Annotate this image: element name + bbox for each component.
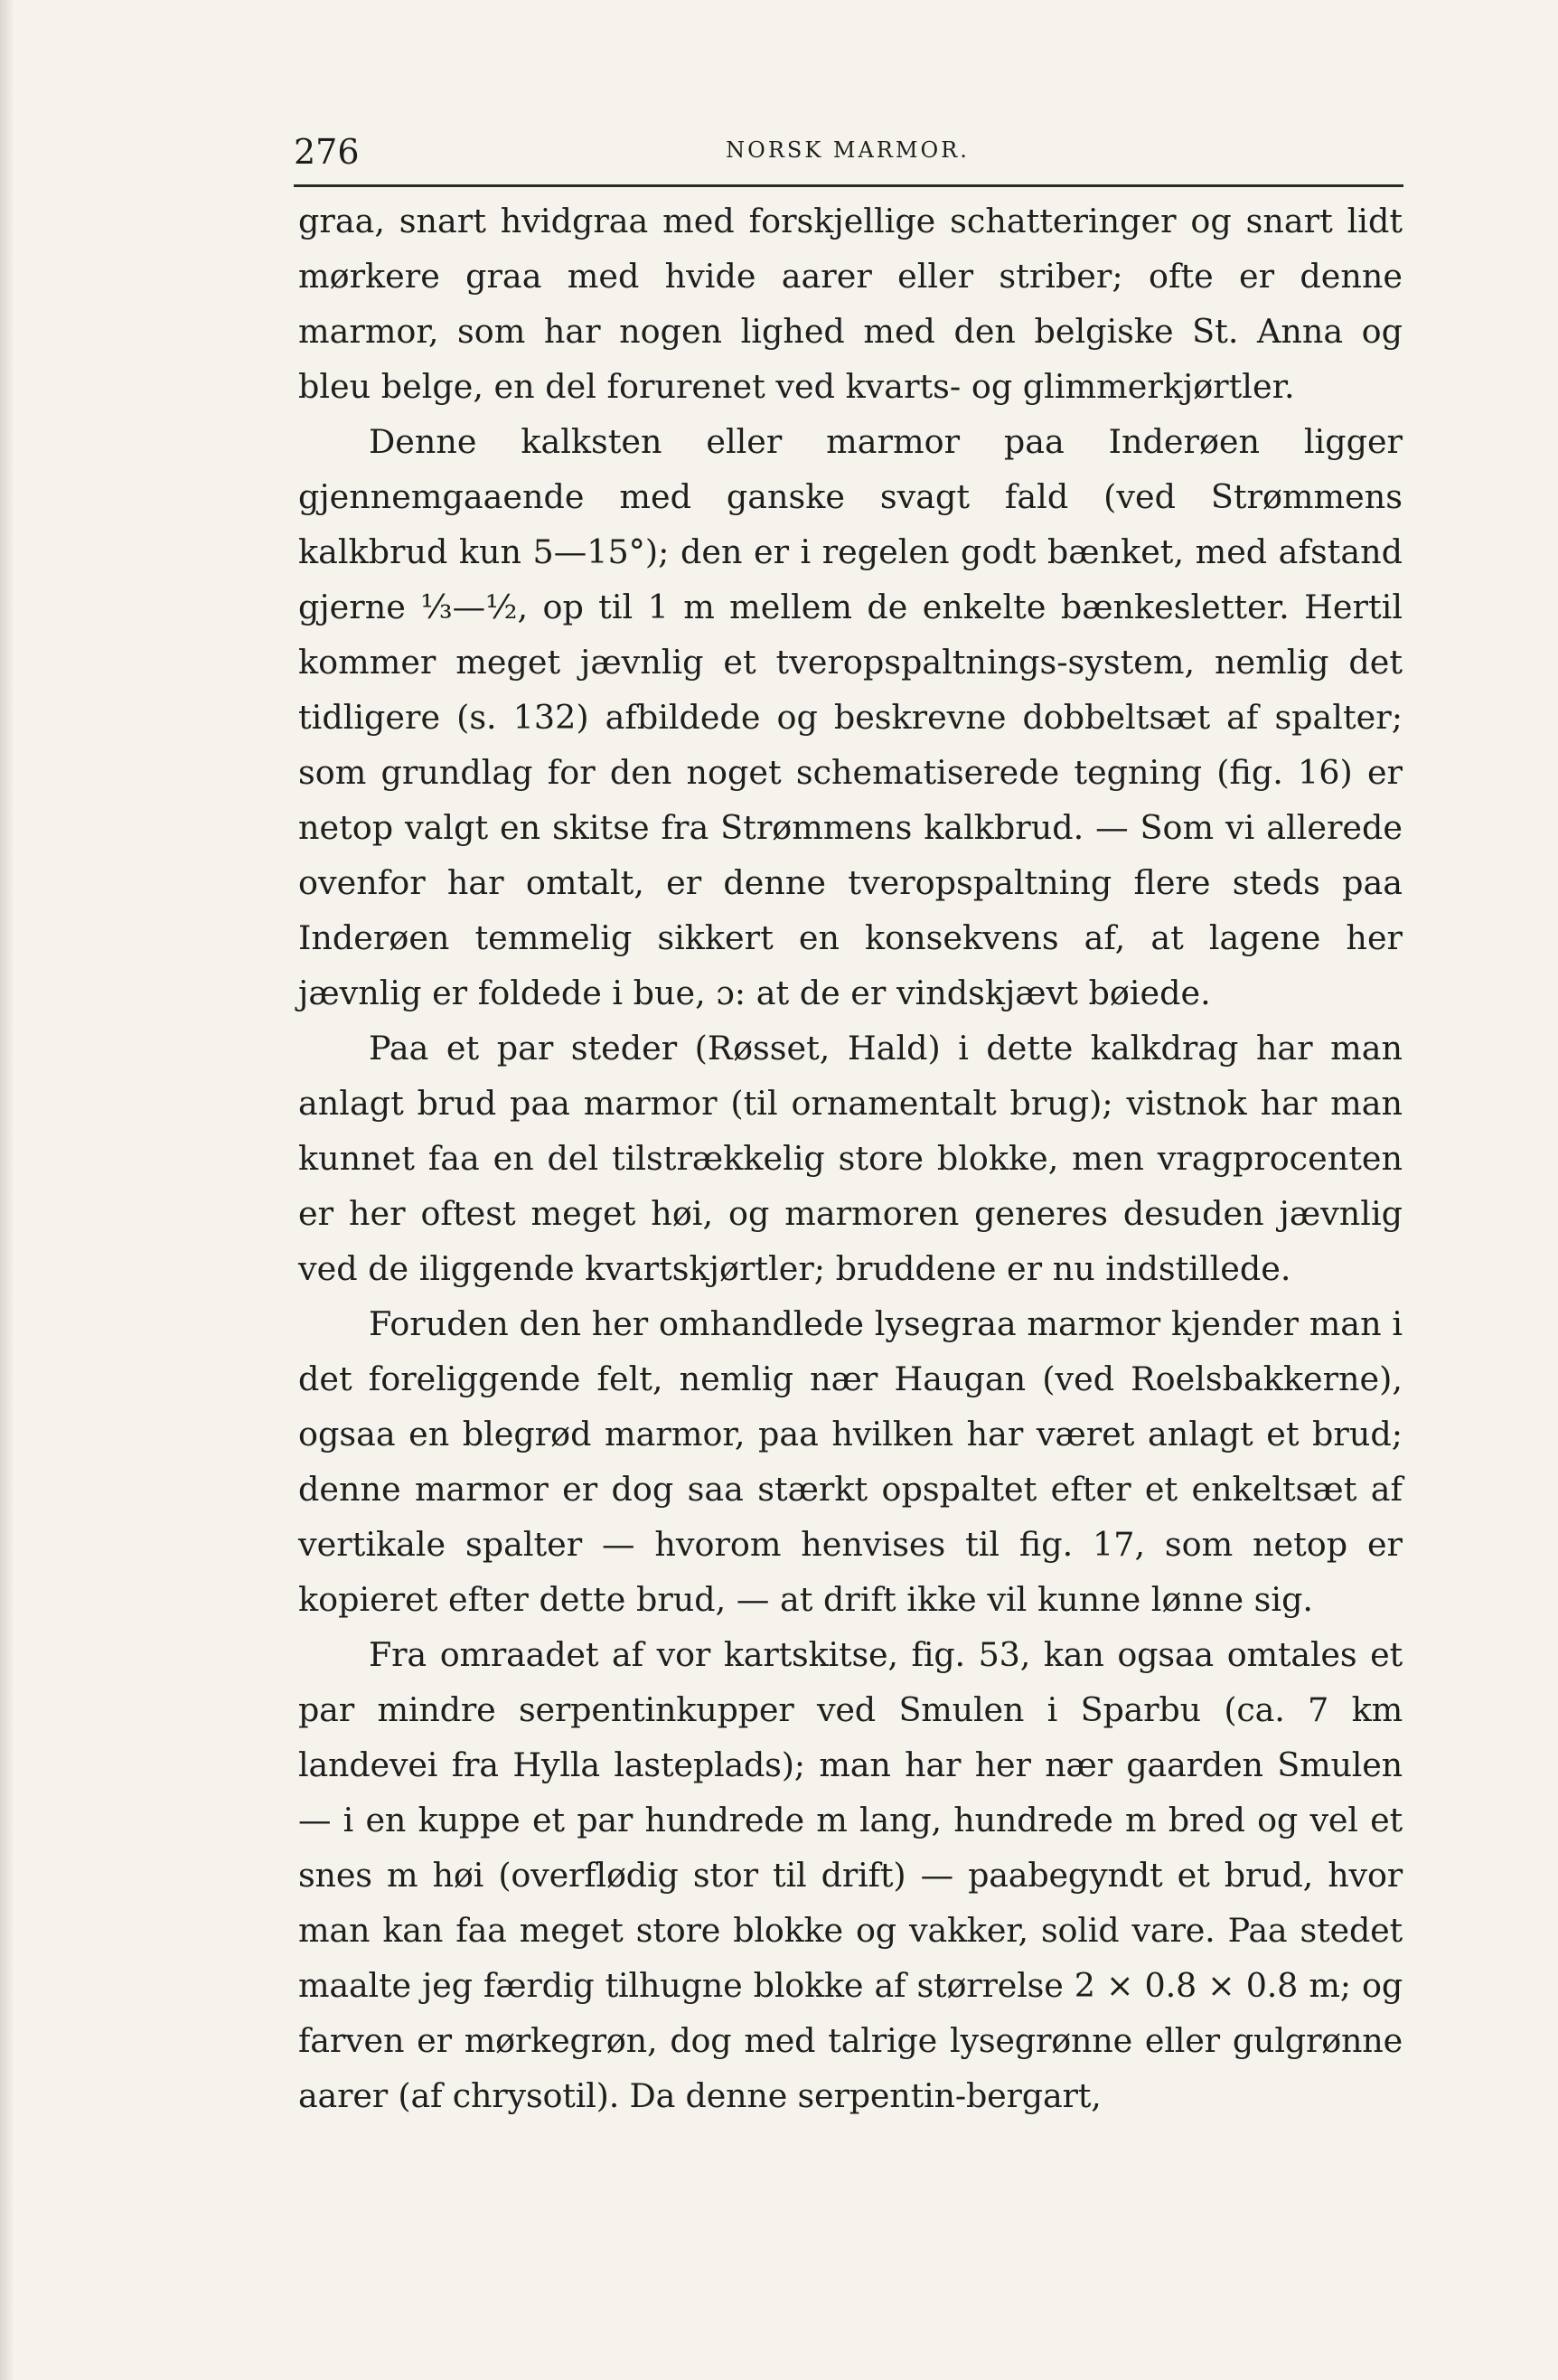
page-header xyxy=(294,125,1402,179)
header-rule xyxy=(294,184,1403,187)
paragraph-serpentine-smulen: Fra omraadet af vor kartskitse, fig. 53, kan ogsaa omtales et par mindre serpentinkupper ved Smulen i Sparbu (ca. 7 km landevei fra Hylla lasteplads); man har her nær gaarden Smulen — i en kuppe et par hundrede m lang, hundrede m bred og vel et snes m høi (overflødig stor til drift) — paabegyndt et brud, hvor man kan faa meget store blokke og vakker, solid vare. Paa stedet maalte jeg færdig tilhugne blokke af størrelse 2 × 0.8 × 0.8 m; og farven er mørkegrøn, dog med talrige lysegrønne eller gulgrønne aarer (af chrysotil). Da denne serpentin-bergart, xyxy=(298,1635,1403,2115)
paragraph-inderoen-limestone: Denne kalksten eller marmor paa Inderøen ligger gjennemgaaende med ganske svagt fald (ved Strømmens kalkbrud kun 5—15°); den er i regelen godt bænket, med afstand gjerne ⅓—½, op til 1 m mellem de enkelte bænkesletter. Hertil kommer meget jævnlig et tveropspaltnings-system, nemlig det tidligere (s. 132) afbildede og beskrevne dobbeltsæt af spalter; som grundlag for den noget schematiserede tegning (fig. 16) er netop valgt en skitse fra Strømmens kalkbrud. — Som vi allerede ovenfor har omtalt, er denne tveropspaltning flere steds paa Inderøen temmelig sikkert en konsekvens af, at lagene her jævnlig er foldede i bue, ɔ: at de er vindskjævt bøiede. xyxy=(298,422,1403,1012)
running-title: NORSK MARMOR. xyxy=(726,137,970,163)
page-edge-shadow xyxy=(0,0,14,2380)
paragraph-quarries-rosset-hald: Paa et par steder (Røsset, Hald) i dette kalkdrag har man anlagt brud paa marmor (til ornamentalt brug); vistnok har man kunnet faa en del tilstrækkelig store blokke, men vragprocenten er her oftest meget høi, og marmoren generes desuden jævnlig ved de iliggende kvartskjørtler; bruddene er nu indstillede. xyxy=(298,1029,1403,1288)
paragraph-continuation: graa, snart hvidgraa med forskjellige schatteringer og snart lidt mørkere graa med hvide aarer eller striber; ofte er denne marmor, som har nogen lighed med den belgiske St. Anna og bleu belge, en del forurenet ved kvarts- og glimmerkjørtler. xyxy=(298,202,1403,406)
page-number: 276 xyxy=(294,132,360,172)
paragraph-blegrod-marmor: Foruden den her omhandlede lysegraa marmor kjender man i det foreliggende felt, nemlig nær Haugan (ved Roelsbakkerne), ogsaa en blegrød marmor, paa hvilken har været anlagt et brud; denne marmor er dog saa stærkt opspaltet efter et enkeltsæt af vertikale spalter — hvorom henvises til fig. 17, som netop er kopieret efter dette brud, — at drift ikke vil kunne lønne sig. xyxy=(298,1304,1403,1619)
body-text xyxy=(298,193,1403,2123)
